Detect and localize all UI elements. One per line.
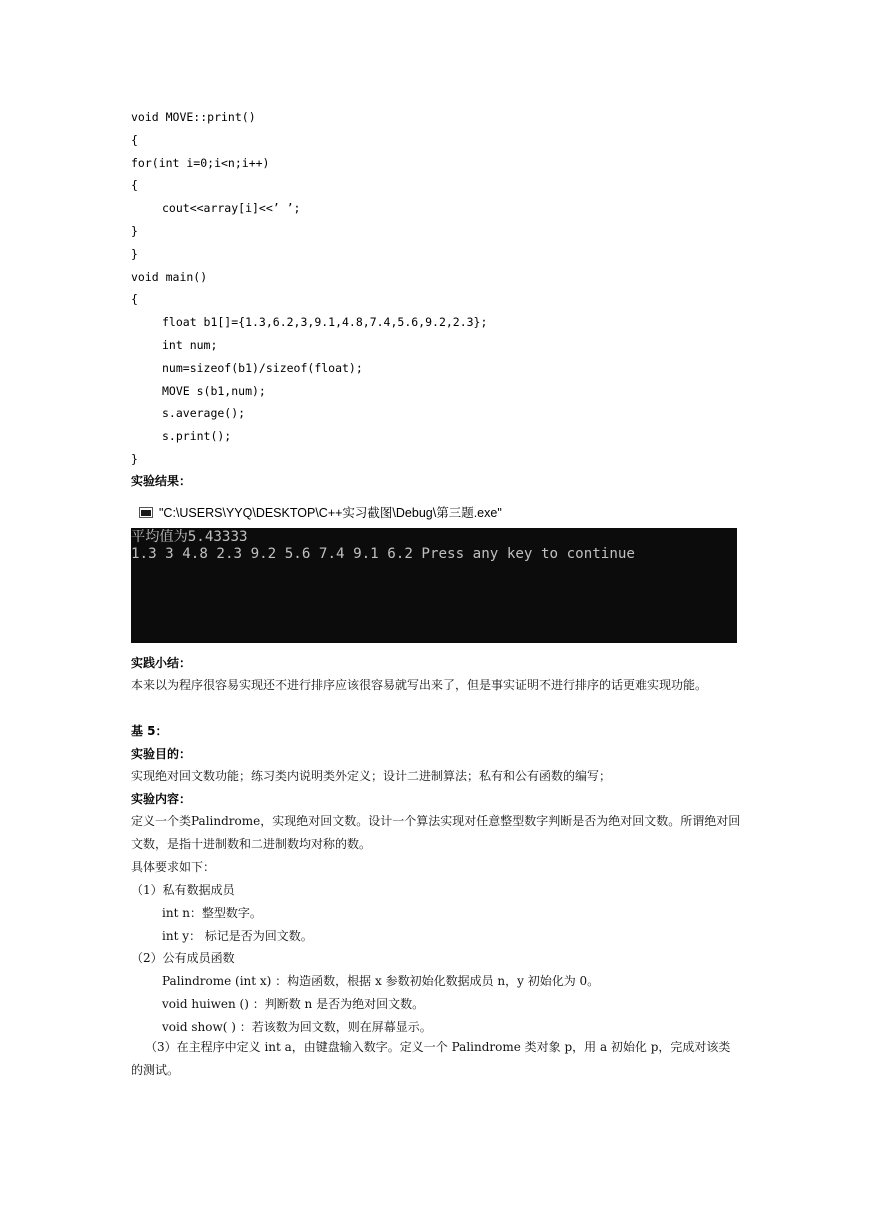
- code-line: cout<<array[i]<<’ ’;: [162, 201, 301, 216]
- code-line: }: [131, 451, 138, 466]
- code-line: s.average();: [162, 406, 246, 421]
- purpose-text: 实现绝对回文数功能；练习类内说明类外定义；设计二进制算法；私有和公有函数的编写；: [131, 769, 612, 783]
- console-output-line: 1.3 3 4.8 2.3 9.2 5.6 7.4 9.1 6.2 Press any key to continue: [131, 546, 635, 562]
- requirements-intro: 具体要求如下：: [131, 860, 216, 874]
- code-line: for(int i=0;i<n;i++): [131, 155, 270, 170]
- public-member-item: Palindrome (int x) ：构造函数，根据 x 参数初始化数据成员 n，y 初始化为 0。: [162, 974, 600, 988]
- code-line: void MOVE::print(): [131, 110, 256, 124]
- section-title: 基 5：: [131, 724, 168, 738]
- code-line: MOVE s(b1,num);: [162, 383, 266, 398]
- code-line: {: [131, 132, 138, 147]
- code-line: s.print();: [162, 429, 232, 444]
- summary-heading: 实践小结：: [131, 656, 192, 670]
- console-window-icon: [139, 507, 153, 518]
- content-text: 定义一个类Palindrome，实现绝对回文数。设计一个算法实现对任意整型数字判断是否为绝对回文数。所谓绝对回文数，是指十进制数和二进制数均对称的数。: [131, 814, 741, 851]
- main-program-text: （3）在主程序中定义 int a，由键盘输入数字。定义一个 Palindrome 类对象 p，用 a 初始化 p，完成对该类的测试。: [131, 1040, 731, 1077]
- code-line: }: [131, 246, 138, 261]
- console-window: [131, 528, 737, 643]
- purpose-heading: 实验目的：: [131, 747, 192, 761]
- public-member-item: void huiwen () ：判断数 n 是否为绝对回文数。: [162, 997, 425, 1011]
- public-member-item: void show( ) ：若该数为回文数，则在屏幕显示。: [162, 1020, 432, 1034]
- code-line: float b1[]={1.3,6.2,3,9.1,4.8,7.4,5.6,9.2,2.3};: [162, 315, 488, 330]
- summary-text: 本来以为程序很容易实现还不进行排序应该很容易就写出来了，但是事实证明不进行排序的话更难实现功能。: [131, 678, 708, 692]
- code-line: num=sizeof(b1)/sizeof(float);: [162, 360, 363, 375]
- console-output-line: 平均值为5.43333: [131, 529, 248, 545]
- private-member-item: int y： 标记是否为回文数。: [162, 929, 313, 943]
- code-block: [131, 106, 751, 471]
- public-members-heading: （2）公有成员函数: [131, 951, 235, 965]
- code-line: {: [131, 292, 138, 307]
- code-line: }: [131, 223, 138, 238]
- console-title-text: "C:\USERS\YYQ\DESKTOP\C++实习截图\Debug\第三题.exe": [159, 506, 502, 520]
- content-heading: 实验内容：: [131, 792, 192, 806]
- code-line: int num;: [162, 337, 218, 352]
- private-members-heading: （1）私有数据成员: [131, 883, 235, 897]
- code-line: void main(): [131, 269, 208, 284]
- code-line: {: [131, 178, 138, 193]
- result-heading: 实验结果：: [131, 474, 192, 488]
- console-title-bar: [139, 503, 502, 521]
- private-member-item: int n：整型数字。: [162, 906, 262, 920]
